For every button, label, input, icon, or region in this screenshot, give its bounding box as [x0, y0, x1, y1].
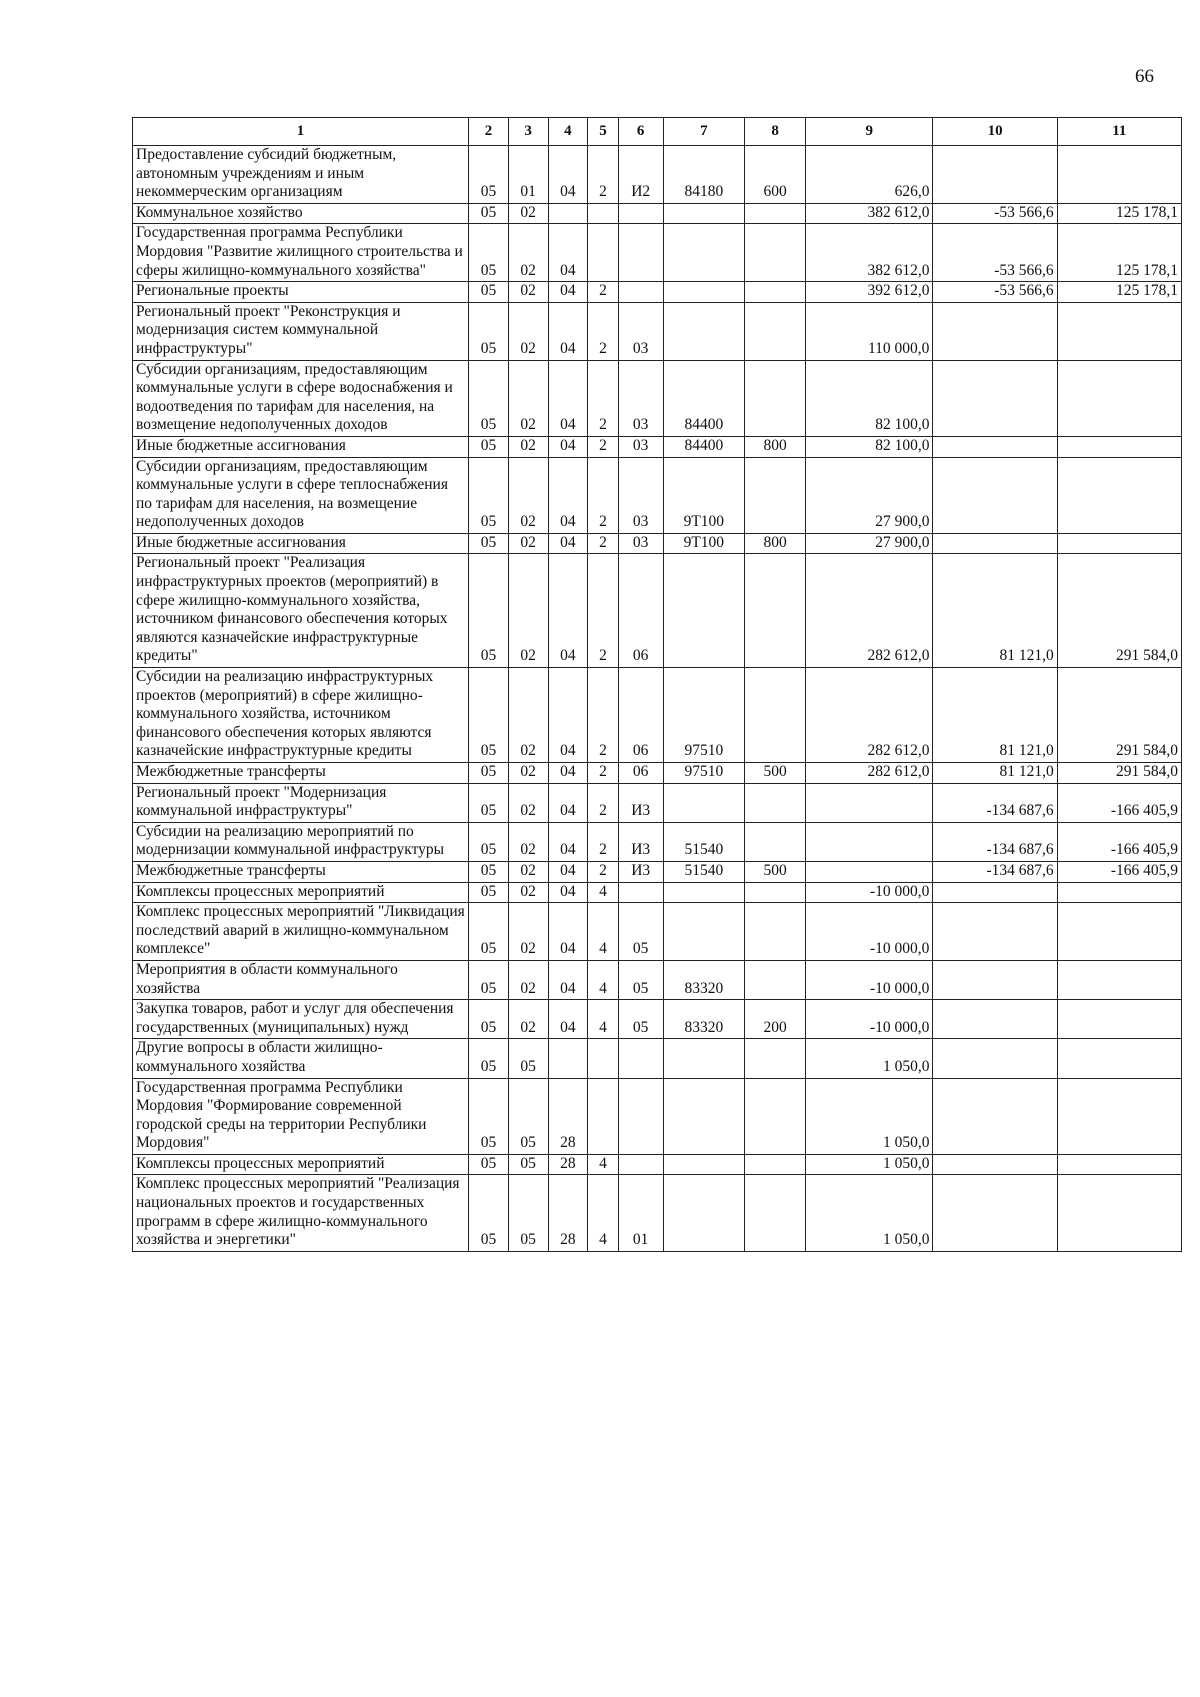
code-section: 05 [469, 903, 509, 961]
code-program: 04 [548, 763, 588, 784]
code-subsection: 02 [508, 533, 548, 554]
code-program: 04 [548, 146, 588, 204]
amount-col-9: 1 050,0 [806, 1175, 933, 1251]
row-name: Субсидии на реализацию мероприятий по модернизации коммунальной инфраструктуры [133, 822, 469, 861]
table-row [133, 203, 1182, 224]
amount-col-9: -10 000,0 [806, 1000, 933, 1039]
code-section: 05 [469, 554, 509, 668]
amount-col-10 [933, 960, 1057, 999]
code-type: 4 [588, 1175, 619, 1251]
code-section: 05 [469, 861, 509, 882]
code-expense-type [745, 457, 806, 533]
code-program: 04 [548, 360, 588, 436]
amount-col-10 [933, 882, 1057, 903]
code-direction: 84400 [663, 360, 744, 436]
code-expense-type: 200 [745, 1000, 806, 1039]
code-project: 06 [618, 668, 663, 763]
code-project: 03 [618, 436, 663, 457]
amount-col-9: 27 900,0 [806, 533, 933, 554]
code-subsection: 02 [508, 861, 548, 882]
amount-col-10 [933, 1154, 1057, 1175]
code-expense-type [745, 960, 806, 999]
amount-col-11: -166 405,9 [1057, 861, 1181, 882]
row-name: Региональный проект "Реализация инфраструктурных проектов (мероприятий) в сфере жилищно-коммунального хозяйства, источником финансового обеспечения которых являются казначейские инфраструктурные кредиты" [133, 554, 469, 668]
amount-col-10: -53 566,6 [933, 282, 1057, 303]
code-section: 05 [469, 282, 509, 303]
amount-col-11: 291 584,0 [1057, 668, 1181, 763]
row-name: Иные бюджетные ассигнования [133, 533, 469, 554]
amount-col-11 [1057, 1039, 1181, 1078]
code-expense-type [745, 1078, 806, 1154]
code-type: 2 [588, 763, 619, 784]
row-name: Коммунальное хозяйство [133, 203, 469, 224]
col-header-9: 9 [806, 118, 933, 146]
code-program [548, 203, 588, 224]
code-program: 04 [548, 1000, 588, 1039]
code-subsection: 05 [508, 1078, 548, 1154]
code-type [588, 1039, 619, 1078]
code-project [618, 1039, 663, 1078]
code-expense-type [745, 224, 806, 282]
table-row [133, 554, 1182, 668]
code-project: 03 [618, 302, 663, 360]
code-project: 05 [618, 1000, 663, 1039]
code-subsection: 02 [508, 822, 548, 861]
row-name: Другие вопросы в области жилищно-коммунального хозяйства [133, 1039, 469, 1078]
code-expense-type [745, 282, 806, 303]
col-header-5: 5 [588, 118, 619, 146]
code-type: 2 [588, 861, 619, 882]
code-direction: 84180 [663, 146, 744, 204]
code-type: 2 [588, 302, 619, 360]
code-direction [663, 554, 744, 668]
col-header-8: 8 [745, 118, 806, 146]
amount-col-11 [1057, 302, 1181, 360]
code-project: 06 [618, 554, 663, 668]
table-row [133, 1175, 1182, 1251]
amount-col-9: 382 612,0 [806, 224, 933, 282]
code-subsection: 02 [508, 282, 548, 303]
code-project: И3 [618, 822, 663, 861]
row-name: Государственная программа Республики Мордовия "Формирование современной городской среды на территории Республики Мордовия" [133, 1078, 469, 1154]
code-expense-type [745, 203, 806, 224]
amount-col-10 [933, 533, 1057, 554]
table-row [133, 1000, 1182, 1039]
amount-col-10 [933, 903, 1057, 961]
code-section: 05 [469, 822, 509, 861]
code-project: 05 [618, 903, 663, 961]
code-direction [663, 783, 744, 822]
code-type: 2 [588, 282, 619, 303]
code-subsection: 02 [508, 203, 548, 224]
row-name: Межбюджетные трансферты [133, 861, 469, 882]
table-row [133, 1039, 1182, 1078]
amount-col-9 [806, 861, 933, 882]
amount-col-10 [933, 360, 1057, 436]
header-row [133, 118, 1182, 146]
table-body [133, 146, 1182, 1252]
row-name: Региональный проект "Модернизация коммунальной инфраструктуры" [133, 783, 469, 822]
amount-col-11: 125 178,1 [1057, 282, 1181, 303]
code-type: 2 [588, 457, 619, 533]
code-direction: 9Т100 [663, 533, 744, 554]
code-section: 05 [469, 1154, 509, 1175]
code-type [588, 1078, 619, 1154]
code-section: 05 [469, 533, 509, 554]
code-subsection: 02 [508, 360, 548, 436]
amount-col-10 [933, 302, 1057, 360]
row-name: Межбюджетные трансферты [133, 763, 469, 784]
code-direction: 51540 [663, 861, 744, 882]
code-type: 4 [588, 882, 619, 903]
code-program [548, 1039, 588, 1078]
code-expense-type [745, 360, 806, 436]
code-subsection: 02 [508, 302, 548, 360]
code-project: 03 [618, 533, 663, 554]
code-section: 05 [469, 1000, 509, 1039]
code-direction: 51540 [663, 822, 744, 861]
code-section: 05 [469, 224, 509, 282]
amount-col-10: -134 687,6 [933, 822, 1057, 861]
amount-col-11: -166 405,9 [1057, 822, 1181, 861]
row-name: Мероприятия в области коммунального хозяйства [133, 960, 469, 999]
code-section: 05 [469, 882, 509, 903]
table-row [133, 436, 1182, 457]
code-subsection: 02 [508, 668, 548, 763]
code-type: 4 [588, 1154, 619, 1175]
amount-col-10 [933, 1175, 1057, 1251]
amount-col-9: -10 000,0 [806, 903, 933, 961]
code-program: 04 [548, 302, 588, 360]
amount-col-10: 81 121,0 [933, 554, 1057, 668]
code-direction [663, 282, 744, 303]
code-program: 04 [548, 224, 588, 282]
row-name: Комплекс процессных мероприятий "Реализация национальных проектов и государственных программ в сфере жилищно-коммунального хозяйства и энергетики" [133, 1175, 469, 1251]
code-expense-type [745, 822, 806, 861]
table-row [133, 903, 1182, 961]
code-project: И3 [618, 861, 663, 882]
code-project [618, 1078, 663, 1154]
code-subsection: 02 [508, 960, 548, 999]
row-name: Субсидии на реализацию инфраструктурных проектов (мероприятий) в сфере жилищно-коммунального хозяйства, источником финансового обеспечения которых являются казначейские инфраструктурные кредиты [133, 668, 469, 763]
amount-col-11 [1057, 1078, 1181, 1154]
col-header-3: 3 [508, 118, 548, 146]
code-direction: 97510 [663, 763, 744, 784]
code-section: 05 [469, 302, 509, 360]
col-header-4: 4 [548, 118, 588, 146]
code-subsection: 05 [508, 1039, 548, 1078]
code-section: 05 [469, 1078, 509, 1154]
code-subsection: 02 [508, 763, 548, 784]
amount-col-9: 282 612,0 [806, 554, 933, 668]
code-project: 03 [618, 360, 663, 436]
table-row [133, 861, 1182, 882]
code-type: 4 [588, 1000, 619, 1039]
code-program: 04 [548, 783, 588, 822]
code-subsection: 02 [508, 224, 548, 282]
code-direction [663, 1039, 744, 1078]
amount-col-11 [1057, 533, 1181, 554]
code-direction: 97510 [663, 668, 744, 763]
amount-col-11 [1057, 1175, 1181, 1251]
amount-col-10 [933, 1000, 1057, 1039]
code-subsection: 01 [508, 146, 548, 204]
code-direction [663, 302, 744, 360]
code-direction [663, 1078, 744, 1154]
code-subsection: 02 [508, 436, 548, 457]
row-name: Субсидии организациям, предоставляющим коммунальные услуги в сфере теплоснабжения по тарифам для населения, на возмещение недополученных доходов [133, 457, 469, 533]
amount-col-9: 1 050,0 [806, 1078, 933, 1154]
code-direction [663, 903, 744, 961]
code-direction [663, 882, 744, 903]
col-header-6: 6 [618, 118, 663, 146]
code-type: 2 [588, 554, 619, 668]
code-program: 04 [548, 668, 588, 763]
table-row [133, 533, 1182, 554]
code-subsection: 02 [508, 457, 548, 533]
amount-col-9: 82 100,0 [806, 436, 933, 457]
code-type [588, 224, 619, 282]
code-direction: 9Т100 [663, 457, 744, 533]
amount-col-9: -10 000,0 [806, 882, 933, 903]
code-program: 04 [548, 436, 588, 457]
table-row [133, 882, 1182, 903]
code-type: 2 [588, 822, 619, 861]
row-name: Субсидии организациям, предоставляющим коммунальные услуги в сфере водоснабжения и водоотведения по тарифам для населения, на возмещение недополученных доходов [133, 360, 469, 436]
amount-col-11 [1057, 1000, 1181, 1039]
code-project: 06 [618, 763, 663, 784]
row-name: Комплекс процессных мероприятий "Ликвидация последствий аварий в жилищно-коммунальном комплексе" [133, 903, 469, 961]
amount-col-11: -166 405,9 [1057, 783, 1181, 822]
code-type: 4 [588, 960, 619, 999]
amount-col-9: -10 000,0 [806, 960, 933, 999]
amount-col-9: 82 100,0 [806, 360, 933, 436]
code-direction: 83320 [663, 960, 744, 999]
row-name: Региональный проект "Реконструкция и модернизация систем коммунальной инфраструктуры" [133, 302, 469, 360]
table-row [133, 146, 1182, 204]
code-expense-type [745, 1154, 806, 1175]
code-type: 2 [588, 146, 619, 204]
code-program: 04 [548, 533, 588, 554]
code-section: 05 [469, 783, 509, 822]
code-program: 04 [548, 554, 588, 668]
amount-col-10 [933, 146, 1057, 204]
amount-col-11: 125 178,1 [1057, 224, 1181, 282]
code-type: 2 [588, 668, 619, 763]
row-name: Комплексы процессных мероприятий [133, 1154, 469, 1175]
amount-col-10: -53 566,6 [933, 203, 1057, 224]
code-project [618, 282, 663, 303]
table-row [133, 763, 1182, 784]
code-subsection: 05 [508, 1154, 548, 1175]
amount-col-11: 125 178,1 [1057, 203, 1181, 224]
code-program: 28 [548, 1154, 588, 1175]
table-row [133, 1078, 1182, 1154]
amount-col-11 [1057, 436, 1181, 457]
code-section: 05 [469, 203, 509, 224]
code-type [588, 203, 619, 224]
table-row [133, 360, 1182, 436]
code-project: И2 [618, 146, 663, 204]
row-name: Комплексы процессных мероприятий [133, 882, 469, 903]
table-row [133, 960, 1182, 999]
code-program: 04 [548, 861, 588, 882]
code-expense-type [745, 882, 806, 903]
code-expense-type: 600 [745, 146, 806, 204]
code-project [618, 203, 663, 224]
budget-table [132, 117, 1182, 1252]
row-name: Иные бюджетные ассигнования [133, 436, 469, 457]
amount-col-11 [1057, 1154, 1181, 1175]
code-project: И3 [618, 783, 663, 822]
col-header-2: 2 [469, 118, 509, 146]
amount-col-11: 291 584,0 [1057, 554, 1181, 668]
col-header-10: 10 [933, 118, 1057, 146]
amount-col-9: 110 000,0 [806, 302, 933, 360]
amount-col-10: -53 566,6 [933, 224, 1057, 282]
col-header-7: 7 [663, 118, 744, 146]
row-name: Предоставление субсидий бюджетным, автономным учреждениям и иным некоммерческим организациям [133, 146, 469, 204]
code-section: 05 [469, 1175, 509, 1251]
code-program: 04 [548, 960, 588, 999]
code-expense-type [745, 302, 806, 360]
amount-col-10: 81 121,0 [933, 668, 1057, 763]
amount-col-9: 1 050,0 [806, 1154, 933, 1175]
code-type: 2 [588, 436, 619, 457]
amount-col-11 [1057, 360, 1181, 436]
col-header-1: 1 [133, 118, 469, 146]
code-program: 04 [548, 903, 588, 961]
amount-col-10 [933, 1039, 1057, 1078]
amount-col-10 [933, 457, 1057, 533]
amount-col-11 [1057, 146, 1181, 204]
code-section: 05 [469, 960, 509, 999]
amount-col-9 [806, 822, 933, 861]
code-type: 2 [588, 533, 619, 554]
code-type: 4 [588, 903, 619, 961]
row-name: Государственная программа Республики Мордовия "Развитие жилищного строительства и сферы жилищно-коммунального хозяйства" [133, 224, 469, 282]
code-expense-type [745, 554, 806, 668]
code-subsection: 02 [508, 882, 548, 903]
row-name: Закупка товаров, работ и услуг для обеспечения государственных (муниципальных) нужд [133, 1000, 469, 1039]
code-section: 05 [469, 668, 509, 763]
code-project: 05 [618, 960, 663, 999]
table-row [133, 783, 1182, 822]
table-row [133, 1154, 1182, 1175]
amount-col-11: 291 584,0 [1057, 763, 1181, 784]
code-type: 2 [588, 783, 619, 822]
amount-col-11 [1057, 882, 1181, 903]
code-expense-type [745, 1175, 806, 1251]
table-row [133, 457, 1182, 533]
amount-col-9: 27 900,0 [806, 457, 933, 533]
table-row [133, 302, 1182, 360]
code-subsection: 05 [508, 1175, 548, 1251]
col-header-11: 11 [1057, 118, 1181, 146]
code-expense-type: 800 [745, 533, 806, 554]
code-expense-type: 500 [745, 763, 806, 784]
code-section: 05 [469, 1039, 509, 1078]
table-row [133, 822, 1182, 861]
amount-col-9: 282 612,0 [806, 763, 933, 784]
amount-col-9: 626,0 [806, 146, 933, 204]
code-program: 04 [548, 822, 588, 861]
code-subsection: 02 [508, 1000, 548, 1039]
code-project [618, 882, 663, 903]
amount-col-10: 81 121,0 [933, 763, 1057, 784]
code-section: 05 [469, 360, 509, 436]
code-expense-type [745, 903, 806, 961]
code-program: 28 [548, 1175, 588, 1251]
code-program: 04 [548, 457, 588, 533]
code-subsection: 02 [508, 903, 548, 961]
amount-col-11 [1057, 960, 1181, 999]
amount-col-9: 382 612,0 [806, 203, 933, 224]
amount-col-10: -134 687,6 [933, 783, 1057, 822]
code-project [618, 1154, 663, 1175]
code-expense-type: 800 [745, 436, 806, 457]
row-name: Региональные проекты [133, 282, 469, 303]
code-program: 28 [548, 1078, 588, 1154]
amount-col-9: 392 612,0 [806, 282, 933, 303]
code-direction: 83320 [663, 1000, 744, 1039]
code-direction [663, 203, 744, 224]
code-subsection: 02 [508, 783, 548, 822]
amount-col-9: 1 050,0 [806, 1039, 933, 1078]
code-type: 2 [588, 360, 619, 436]
code-project: 01 [618, 1175, 663, 1251]
code-expense-type [745, 668, 806, 763]
table-row [133, 282, 1182, 303]
code-program: 04 [548, 882, 588, 903]
table-row [133, 224, 1182, 282]
code-expense-type [745, 783, 806, 822]
code-program: 04 [548, 282, 588, 303]
code-direction [663, 224, 744, 282]
code-section: 05 [469, 436, 509, 457]
code-subsection: 02 [508, 554, 548, 668]
code-expense-type [745, 1039, 806, 1078]
code-section: 05 [469, 763, 509, 784]
code-project: 03 [618, 457, 663, 533]
amount-col-10: -134 687,6 [933, 861, 1057, 882]
amount-col-10 [933, 436, 1057, 457]
code-direction [663, 1175, 744, 1251]
code-section: 05 [469, 146, 509, 204]
table-row [133, 668, 1182, 763]
code-expense-type: 500 [745, 861, 806, 882]
code-section: 05 [469, 457, 509, 533]
code-project [618, 224, 663, 282]
amount-col-10 [933, 1078, 1057, 1154]
amount-col-11 [1057, 457, 1181, 533]
code-direction: 84400 [663, 436, 744, 457]
amount-col-9 [806, 783, 933, 822]
amount-col-11 [1057, 903, 1181, 961]
code-direction [663, 1154, 744, 1175]
page-number: 66 [1135, 66, 1154, 87]
amount-col-9: 282 612,0 [806, 668, 933, 763]
